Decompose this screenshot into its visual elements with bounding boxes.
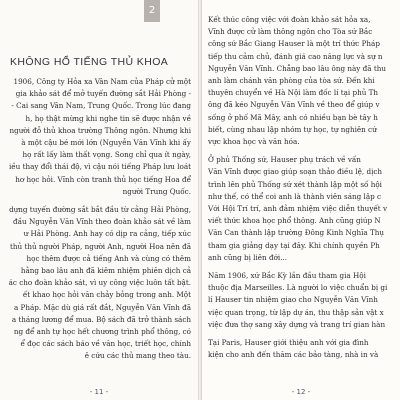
text-line: thuộc địa Marseilles. Là người lo việc chuẩn bị gi <box>208 283 388 293</box>
text-line: biết, cùng nhau lập nhóm tự học, tự nghiên cứ <box>208 124 377 134</box>
text-line: người đỗ thủ khoa trường Thông ngôn. Nhưng khi <box>9 125 191 135</box>
text-line: trình lên phủ Thống sứ xét thành lập một số hội <box>208 179 382 189</box>
text-line: người Trung Quốc. <box>122 186 191 196</box>
text-line: học thêm được cả tiếng Anh và cùng có thêm <box>26 253 191 263</box>
text-line: thuyên chuyển về Hà Nội làm đốc lí tại phủ Th <box>208 88 379 98</box>
text-line: ông đã kéo Nguyễn Văn Vĩnh về theo để giúp v <box>208 100 380 110</box>
text-line: ê cứu các thủ mang theo tàu. <box>84 351 191 361</box>
text-line: Năm 1906, xứ Bắc Kỳ lần đầu tham gia Hội <box>208 271 366 281</box>
text-line: việc quan trọng, từ lập dự án, thu thập sản vật x <box>208 307 384 317</box>
page-number-left: - 11 - <box>89 388 109 396</box>
text-line: a tháng lương để mua. Bộ sách đã trở thành sách <box>11 314 191 324</box>
text-line: iều thay đổi thái độ, vì cậu nói tiếng Pháp lưu loát <box>8 162 191 172</box>
text-line: h, họ thật mừng khi nghe tin sẽ được nhận về <box>25 113 191 123</box>
text-line: à một cậu bé mới lớn (Nguyễn Văn Vĩnh khi ấy <box>21 138 191 148</box>
text-line: thủ thủ người Pháp, người Anh, người Hoa nên đã <box>10 241 191 251</box>
text-line: - Cai sang Vân Nam, Trung Quốc. Trong lúc đang <box>11 101 191 111</box>
text-line: sống ở phố Mã Mây, anh có nhiều bạn bè tây h <box>208 112 378 122</box>
text-line: Tại Paris, Hauser giới thiệu anh với gia đình <box>208 338 369 348</box>
text-line: Văn Can thành lập trường Đông Kinh Nghĩa Thụ <box>208 228 384 238</box>
text-line: tham gia giảng dạy tại đây. Khi chính quyền Ph <box>208 240 380 250</box>
text-line: 1906, Công ty Hỏa xa Vân Nam của Pháp cử một <box>13 77 191 86</box>
text-line: ết khao học hỏi văn chảy bỏng trong anh. Một <box>22 290 191 300</box>
text-line: Nguyễn Văn Vĩnh. Chẳng bao lâu ông này đã thu <box>208 63 386 73</box>
text-line: Vĩnh được cử làm thông ngôn cho Tòa sứ Bắc <box>208 27 373 37</box>
text-line: ư Hải Phòng. Anh hay có dịp ra cảng, tiếp xúc <box>23 229 191 239</box>
text-line: Kết thúc công việc với đoàn khảo sát hỏa xa, <box>208 15 371 24</box>
text-line: ác cho đoàn khảo sát, vì uy công việc luôn tất bật. <box>8 278 191 288</box>
text-line: Với Hội Trí trí, anh đảm nhiệm việc diễn thuyết v <box>208 204 388 214</box>
text-line: viết thức khoa học phổ thông. Anh cũng giúp N <box>208 216 381 226</box>
text-line: như thế, có thể coi anh là thành viên sáng lập c <box>208 191 382 201</box>
text-line: dựng tuyến đường sắt bắt đầu từ cảng Hải Phòng, <box>9 205 191 215</box>
text-line: ể đọc các sách báo về văn học, triết học, chính <box>20 339 191 349</box>
text-line: Ở phủ Thống sứ, Hauser phụ trách về vấn <box>208 155 361 165</box>
chapter-title: KHÔNG HỔ TIẾNG THỦ KHOA <box>10 56 169 68</box>
text-line: đầu Nguyễn Văn Vĩnh theo đoàn khảo sát về làm <box>13 217 191 227</box>
text-line: tiếp thu cảm chủ, đánh giá cao năng lực và sự n <box>208 51 383 61</box>
right-page-body <box>208 14 400 361</box>
text-line: Văn Vĩnh được giao giúp soạn thảo điều lệ, dịch <box>208 167 383 177</box>
text-line: hơ học hỏi. Vĩnh còn tranh thủ học tiếng Hoa để <box>15 174 191 184</box>
left-page-body <box>0 76 191 363</box>
text-line: công sứ Bắc Giang Hauser là một trí thức Pháp <box>208 39 380 49</box>
right-page <box>202 0 400 400</box>
text-line: vực khoa học và văn hóa. <box>208 137 300 147</box>
page-number-right: - 12 - <box>291 388 311 396</box>
text-line: gia khảo sát để mở tuyến đường sắt Hải Phòng - <box>15 89 191 99</box>
text-line: kiện cho anh đến thăm các bảo tàng, nhà in và <box>208 350 379 360</box>
text-line: anh cũng bị liên đới... <box>208 252 288 262</box>
text-line: a Pháp. Mặc dù giá rất đắt, Nguyễn Văn Vĩnh đã <box>13 302 191 312</box>
text-line: ng để anh tự học hết chương trình phổ thông, có <box>13 327 191 337</box>
text-line: anh làm chánh văn phòng của tòa sứ. Đến khi <box>208 76 375 86</box>
left-page <box>0 0 198 400</box>
section-tab: 2 <box>144 0 160 22</box>
text-line: lí Hauser tin nhiệm giao cho Nguyễn Văn Vĩnh <box>208 295 378 305</box>
text-line: họ rất lấy làm thất vọng. Song chỉ qua ít ngày, <box>22 150 191 160</box>
text-line: việc đưa thợ sang xây dựng và trang trí gian hàn <box>208 319 386 329</box>
text-line: hằng bao lâu anh đã kiêm nhiệm phiên dịch cả <box>20 266 191 276</box>
